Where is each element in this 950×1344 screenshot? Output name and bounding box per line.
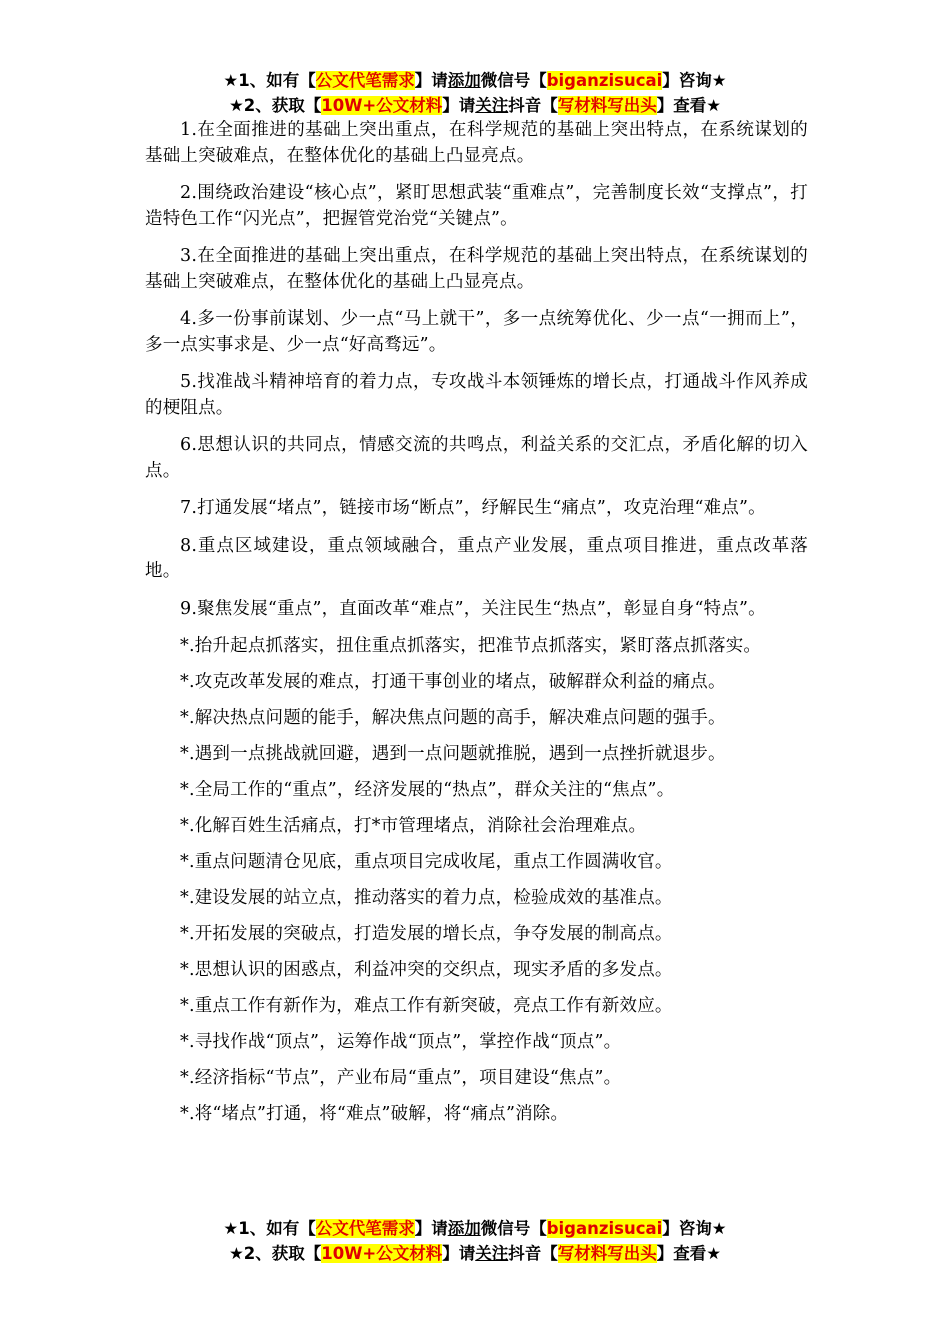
banner-text: 抖音【 (508, 96, 558, 115)
paragraph-6: 6.思想认识的共同点，情感交流的共鸣点，利益关系的交汇点，矛盾化解的切入点。 (145, 435, 808, 481)
paragraph-7: 7.打通发展“堵点”，链接市场“断点”，纾解民生“痛点”，攻克治理“难点”。 (180, 498, 766, 518)
banner-text: 】请 (414, 1219, 448, 1238)
document-body (145, 118, 808, 1138)
bullet-paragraph: *.寻找作战“顶点”，运筹作战“顶点”，掌控作战“顶点”。 (180, 1032, 622, 1052)
banner-text: ★1、如有【 (223, 1219, 316, 1238)
highlight-text: 公文代笔需求 (315, 1219, 415, 1238)
underlined-text: 关注 (475, 96, 509, 115)
paragraph-8: 8.重点区域建设，重点领域融合，重点产业发展，重点项目推进，重点改革落地。 (145, 535, 808, 581)
bullet-paragraph: *.重点工作有新作为，难点工作有新突破，亮点工作有新效应。 (180, 996, 673, 1016)
banner-text: 抖音【 (508, 1244, 558, 1263)
banner-text: 】请 (442, 1244, 476, 1263)
bullet-paragraph: *.将“堵点”打通，将“难点”破解，将“痛点”消除。 (180, 1104, 569, 1124)
bullet-paragraph: *.全局工作的“重点”，经济发展的“热点”，群众关注的“焦点”。 (180, 780, 675, 800)
banner-text: 】咨询★ (662, 1219, 727, 1238)
bullet-paragraph: *.重点问题清仓见底，重点项目完成收尾，重点工作圆满收官。 (180, 852, 673, 872)
banner-text: ★1、如有【 (223, 71, 316, 90)
banner-line-1 (0, 68, 950, 93)
banner-text: 微信号【 (480, 71, 547, 90)
bullet-paragraph: *.遇到一点挑战就回避，遇到一点问题就推脱，遇到一点挫折就退步。 (180, 744, 726, 764)
highlight-text: 写材料写出头 (557, 1244, 657, 1263)
underlined-text: 添加 (447, 71, 481, 90)
banner-line-2 (0, 93, 950, 118)
highlight-text: 10W+公文材料 (321, 96, 443, 115)
banner-text: 】咨询★ (662, 71, 727, 90)
bullet-paragraph: *.建设发展的站立点，推动落实的着力点，检验成效的基准点。 (180, 888, 673, 908)
banner-text: ★2、获取【 (228, 96, 322, 115)
bullet-paragraph: *.化解百姓生活痛点，打*市管理堵点，消除社会治理难点。 (180, 816, 647, 836)
banner-line-1 (0, 1216, 950, 1241)
bullet-paragraph: *.思想认识的困惑点，利益冲突的交织点，现实矛盾的多发点。 (180, 960, 673, 980)
paragraph-4: 4.多一份事前谋划、少一点“马上就干”，多一点统筹优化、少一点“一拥而上”，多一点实事求是、少一点“好高骛远”。 (145, 309, 808, 355)
paragraph-1: 1.在全面推进的基础上突出重点，在科学规范的基础上突出特点，在系统谋划的基础上突破难点，在整体优化的基础上凸显亮点。 (145, 120, 808, 166)
bullet-paragraph: *.解决热点问题的能手，解决焦点问题的高手，解决难点问题的强手。 (180, 708, 726, 728)
highlight-text: biganzisucai (546, 1219, 663, 1238)
footer-banner (0, 1216, 950, 1266)
bullet-paragraph: *.攻克改革发展的难点，打通干事创业的堵点，破解群众利益的痛点。 (180, 672, 726, 692)
highlight-text: biganzisucai (546, 71, 663, 90)
banner-text: 】查看★ (656, 1244, 722, 1263)
bullet-paragraph: *.开拓发展的突破点，打造发展的增长点，争夺发展的制高点。 (180, 924, 673, 944)
bullet-paragraph: *.抬升起点抓落实，扭住重点抓落实，把准节点抓落实，紧盯落点抓落实。 (180, 636, 762, 656)
paragraph-9: 9.聚焦发展“重点”，直面改革“难点”，关注民生“热点”，彰显自身“特点”。 (180, 598, 766, 619)
underlined-text: 添加 (447, 1219, 481, 1238)
banner-text: ★2、获取【 (228, 1244, 322, 1263)
banner-line-2 (0, 1241, 950, 1266)
paragraph-3: 3.在全面推进的基础上突出重点，在科学规范的基础上突出特点，在系统谋划的基础上突破难点，在整体优化的基础上凸显亮点。 (145, 246, 808, 292)
header-banner (0, 68, 950, 118)
banner-text: 】请 (442, 96, 476, 115)
banner-text: 】请 (414, 71, 448, 90)
banner-text: 微信号【 (480, 1219, 547, 1238)
highlight-text: 公文代笔需求 (315, 71, 415, 90)
paragraph-2: 2.围绕政治建设“核心点”，紧盯思想武装“重难点”，完善制度长效“支撑点”，打造特色工作“闪光点”，把握管党治党“关键点”。 (145, 183, 808, 229)
banner-text: 】查看★ (656, 96, 722, 115)
bullet-paragraph: *.经济指标“节点”，产业布局“重点”，项目建设“焦点”。 (180, 1068, 622, 1088)
highlight-text: 10W+公文材料 (321, 1244, 443, 1263)
paragraph-5: 5.找准战斗精神培育的着力点，专攻战斗本领锤炼的增长点，打通战斗作风养成的梗阻点。 (145, 372, 808, 418)
highlight-text: 写材料写出头 (557, 96, 657, 115)
underlined-text: 关注 (475, 1244, 509, 1263)
